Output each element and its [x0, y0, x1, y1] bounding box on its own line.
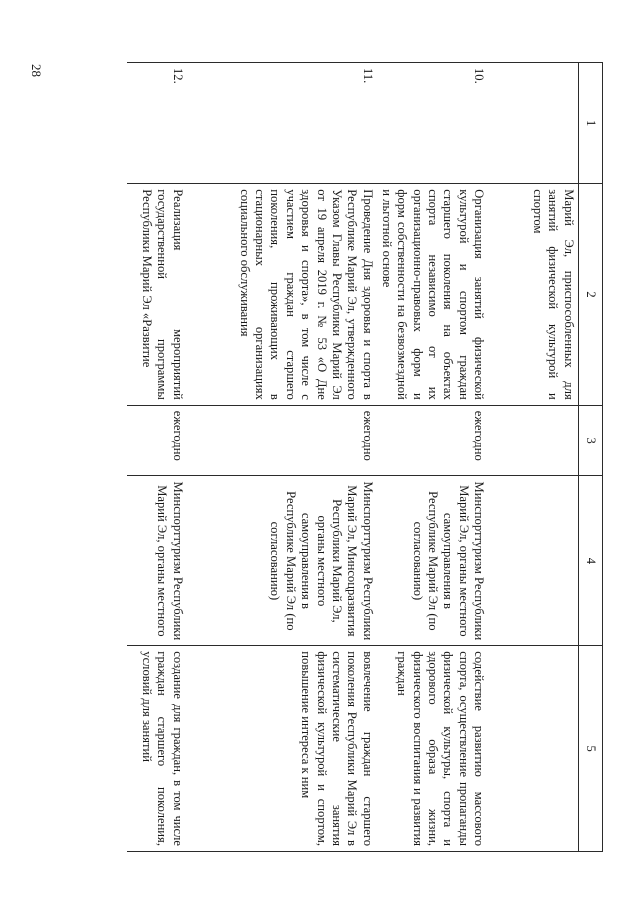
executor-cell: Минспорттуризм Республики Марий Эл, органы местного: [127, 476, 187, 646]
column-header-3: 3: [578, 405, 602, 476]
column-header-1: 1: [578, 63, 602, 184]
event-cell: Проведение Дня здоровья и спорта в Республике Марий Эл, утвержденного Указом Главы Республики Марий Эл от 19 апреля 2019 г. № 53 «О Дне здоровья и спорта», в том числе с участием граждан старшего поколения, проживающих в стационарных организациях социального обслуживания: [187, 184, 377, 406]
table-row: [488, 63, 578, 852]
event-cell: Организация занятий физической культурой и спортом граждан старшего поколения на объектах спорта независимо от их организационно-правовых форм и форм собственности на безвозмездной и льготной основе: [377, 184, 489, 406]
period-cell: ежегодно: [187, 405, 377, 476]
row-number: 12.: [127, 63, 187, 184]
executor-cell: [488, 476, 578, 646]
result-cell: содействие развитию массового спорта, осуществление пропаганды физической культуры, спорта и здорового образа жизни, физического воспитания и развития граждан: [377, 646, 489, 852]
table-row: [187, 63, 377, 852]
row-number: 10.: [377, 63, 489, 184]
executor-cell: Минспорттуризм Республики Марий Эл, Минсоцразвития Республики Марий Эл, органы местного самоуправления в Республике Марий Эл (по согласованию): [187, 476, 377, 646]
period-cell: [488, 405, 578, 476]
result-cell: [488, 646, 578, 852]
result-cell: вовлечение граждан старшего поколения Республики Марий Эл в систематические занятия физической культурой и спортом, повышение интереса к ним: [187, 646, 377, 852]
column-header-5: 5: [578, 646, 602, 852]
column-header-2: 2: [578, 184, 602, 406]
row-number: 11.: [187, 63, 377, 184]
event-cell: Марий Эл, приспособленных для занятий физической культурой и спортом: [488, 184, 578, 406]
plan-table: [127, 62, 603, 852]
table-header-row: [578, 63, 602, 852]
table-row: [377, 63, 489, 852]
column-header-4: 4: [578, 476, 602, 646]
rotated-table-container: [103, 62, 603, 852]
table-row: [127, 63, 187, 852]
result-cell: создание для граждан, в том числе граждан старшего поколения, условий для занятий: [127, 646, 187, 852]
period-cell: ежегодно: [127, 405, 187, 476]
event-cell: Реализация мероприятий государственной программы Республики Марий Эл «Развитие: [127, 184, 187, 406]
row-number: [488, 63, 578, 184]
page-number: 28: [29, 64, 44, 77]
period-cell: ежегодно: [377, 405, 489, 476]
executor-cell: Минспорттуризм Республики Марий Эл, органы местного самоуправления в Республике Марий Эл (по согласованию): [377, 476, 489, 646]
